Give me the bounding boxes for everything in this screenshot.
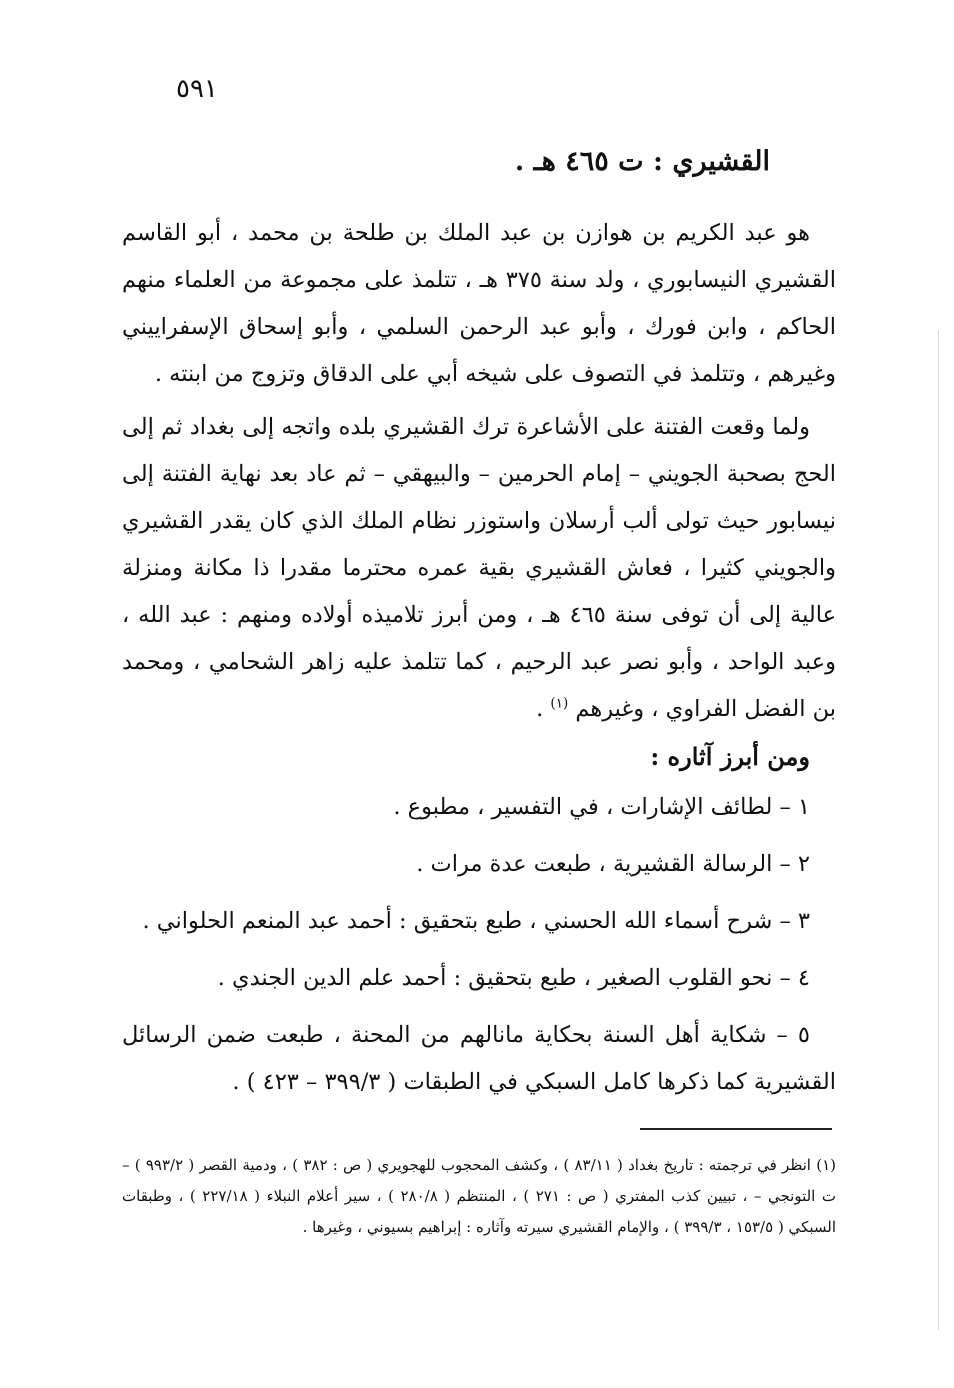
margin-rule: [938, 330, 939, 1330]
works-list-item: ٣ – شرح أسماء الله الحسني ، طبع بتحقيق : أحمد عبد المنعم الحلواني .: [142, 908, 810, 934]
page-number: ٥٩١: [176, 74, 218, 104]
works-heading: ومن أبرز آثاره :: [650, 742, 810, 771]
footnote-reference: (١): [550, 695, 569, 712]
works-list-item: ٢ – الرسالة القشيرية ، طبعت عدة مرات .: [416, 851, 810, 877]
footnote-1: (١) انظر في ترجمته : تاريخ بغداد ( ٨٣/١١ ) ، وكشف المحجوب للهجويري ( ص : ٣٨٢ ) ، ودمية القصر ( ٩٩٣/٢ ) – ت التونجي – ، تبيين كذب المفتري ( ص : ٢٧١ ) ، المنتظم ( ٢٨٠/٨ ) ، سير أعلام النبلاء ( ٢٢٧/١٨ ) ، وطبقات السبكي ( ١٥٣/٥ ، ٣٩٩/٣ ) ، والإمام القشيري سيرته وآثاره : إبراهيم بسيوني ، وغيرها .: [122, 1156, 836, 1236]
works-list-item: ٥ – شكاية أهل السنة بحكاية مانالهم من المحنة ، طبعت ضمن الرسائل القشيرية كما ذكرها كامل السبكي في الطبقات ( ٣٩٩/٣ – ٤٢٣ ) .: [122, 1022, 836, 1095]
works-list-item: ٤ – نحو القلوب الصغير ، طبع بتحقيق : أحمد علم الدين الجندي .: [217, 965, 810, 991]
entry-name: القشيري: [672, 146, 770, 177]
footnotes: [122, 1150, 836, 1243]
works-list: [122, 784, 836, 1106]
entry-body: [122, 210, 836, 1116]
entry-heading: [515, 146, 770, 177]
entry-death-date: : ت ٤٦٥ هـ .: [514, 146, 663, 177]
biography-paragraph-1: هو عبد الكريم بن هوازن بن عبد الملك بن طلحة بن محمد ، أبو القاسم القشيري النيسابوري ، ولد سنة ٣٧٥ هـ ، تتلمذ على مجموعة من العلماء منهم الحاكم ، وابن فورك ، وأبو عبد الرحمن السلمي ، وأبو إسحاق الإسفراييني وغيرهم ، وتتلمذ في التصوف على شيخه أبي على الدقاق وتزوج من ابنته .: [122, 220, 836, 387]
biography-paragraph-2: [122, 404, 836, 733]
biography-paragraph-2-text: ولما وقعت الفتنة على الأشاعرة ترك القشيري بلده واتجه إلى بغداد ثم إلى الحج بصحبة الجويني – إمام الحرمين – والبيهقي – ثم عاد بعد نهاية الفتنة إلى نيسابور حيث تولى ألب أرسلان واستوزر نظام الملك الذي كان يقدر القشيري والجويني كثيرا ، فعاش القشيري بقية عمره محترما مقدرا ذا مكانة ومنزلة عالية إلى أن توفى سنة ٤٦٥ هـ ، ومن أبرز تلاميذه أولاده ومنهم : عبد الله ، وعبد الواحد ، وأبو نصر عبد الرحيم ، كما تتلمذ عليه زاهر الشحامي ، ومحمد بن الفضل الفراوي ، وغيرهم: [122, 414, 836, 722]
footnote-separator: [640, 1128, 832, 1130]
works-list-item: ١ – لطائف الإشارات ، في التفسير ، مطبوع .: [393, 794, 810, 820]
biography-paragraph-2-end: .: [536, 696, 551, 722]
